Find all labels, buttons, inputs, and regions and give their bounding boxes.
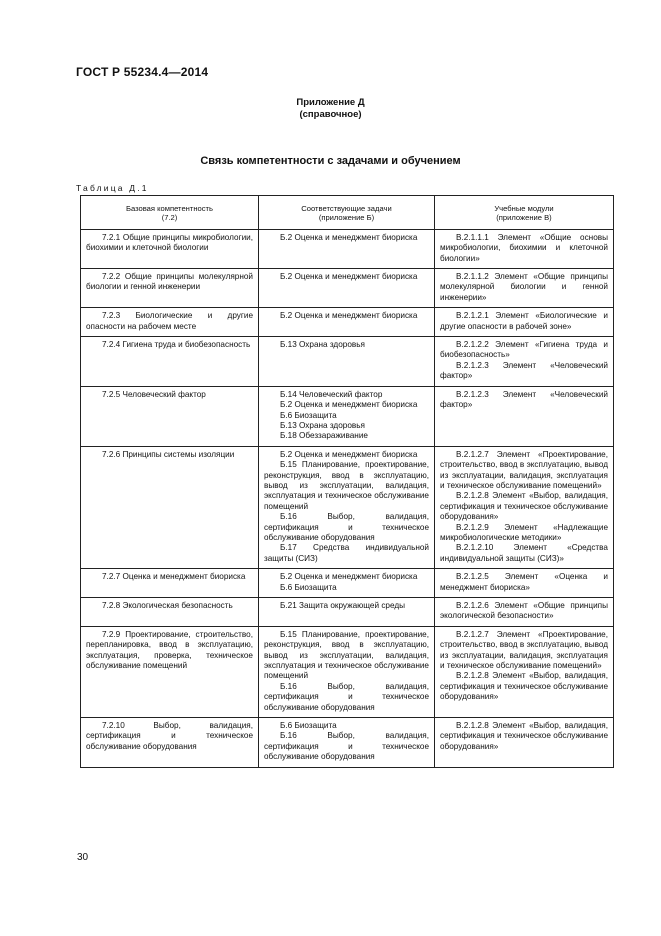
competence-text: 7.2.3 Биологические и другие опасности на рабочем месте [86,311,253,331]
competence-text: 7.2.5 Человеческий фактор [102,389,206,399]
competence-text: 7.2.7 Оценка и менеджмент биориска [102,572,246,582]
task-entry: Б.16 Выбор, валидация, сертификация и техническое обслуживание оборудования [264,731,429,762]
competence-cell [81,718,259,768]
competence-cell [81,308,259,337]
competence-cell [81,626,259,717]
header-tasks [259,196,435,230]
table-row [81,626,614,717]
header-note: (приложение Б) [318,213,375,223]
module-entry: В.2.1.2.10 Элемент «Средства индивидуальной защиты (СИЗ)» [440,543,608,563]
modules-cell [435,269,614,308]
competence-text: 7.2.1 Общие принципы микробиологии, биохимии и клеточной биологии [86,232,253,253]
table-row [81,269,614,308]
task-entry: Б.15 Планирование, проектирование, реконструкция, ввод в эксплуатацию, вывод из эксплуатации, валидация, эксплуатация и техническое обслуживание помещений [264,629,429,681]
competence-cell [81,337,259,387]
document-code: ГОСТ Р 55234.4—2014 [76,65,209,79]
competence-text: 7.2.10 Выбор, валидация, сертификация и техническое обслуживание оборудования [86,721,253,751]
competence-text: 7.2.4 Гигиена труда и биобезопасность [102,340,251,350]
module-entry: В.2.1.2.7 Элемент «Проектирование, строительство, ввод в эксплуатацию, вывод из эксплуатации, валидация, эксплуатация и техническое обслуживание помещений» [440,629,608,671]
module-entry: В.2.1.2.9 Элемент «Надлежащие микробиологические методики» [440,522,608,542]
annex-subtitle: (справочное) [299,109,362,120]
task-entry: Б.2 Оценка и менеджмент биориска [280,449,418,459]
module-entry: В.2.1.2.8 Элемент «Выбор, валидация, сертификация и техническое обслуживание оборудования» [440,671,608,702]
tasks-cell [259,386,435,446]
table-row [81,446,614,568]
task-entry: Б.16 Выбор, валидация, сертификация и техническое обслуживание оборудования [264,512,429,542]
tasks-cell [259,626,435,717]
task-entry: Б.16 Выбор, валидация, сертификация и техническое обслуживание оборудования [264,681,429,712]
competence-text: 7.2.6 Принципы системы изоляции [102,449,235,459]
table-caption: Таблица Д.1 [76,183,149,193]
task-entry: Б.2 Оценка и менеджмент биориска [280,400,418,410]
module-entry: В.2.1.2.1 Элемент «Биологические и другие опасности в рабочей зоне» [440,311,608,331]
competence-cell [81,598,259,627]
document-title: Связь компетентности с задачами и обучением [200,155,461,167]
modules-cell [435,718,614,768]
annex-heading [0,97,661,121]
tasks-cell [259,308,435,337]
table-row [81,718,614,768]
tasks-cell [259,337,435,387]
header-modules [435,196,614,230]
task-entry: Б.6 Биозащита [280,721,337,731]
task-entry: Б.6 Биозащита [280,582,337,592]
table-row [81,229,614,268]
tasks-cell [259,598,435,627]
tasks-cell [259,229,435,268]
header-title: Соответствующие задачи [301,204,392,213]
competence-text: 7.2.2 Общие принципы молекулярной биологии и генной инженерии [86,272,253,292]
header-title: Учебные модули [494,204,554,213]
annex-title: Приложение Д [296,97,365,108]
tasks-cell [259,718,435,768]
task-entry: Б.2 Оценка и менеджмент биориска [280,232,418,242]
competence-text: 7.2.9 Проектирование, строительство, перепланировка, ввод в эксплуатацию, эксплуатация, проверка, техническое обслуживание помещений [86,629,253,671]
competence-cell [81,569,259,598]
competence-table [80,195,614,768]
module-entry: В.2.1.2.8 Элемент «Выбор, валидация, сертификация и техническое обслуживание оборудования» [440,491,608,522]
module-entry: В.2.1.2.5 Элемент «Оценка и менеджмент биориска» [440,572,608,592]
modules-cell [435,569,614,598]
tasks-cell [259,269,435,308]
task-entry: Б.2 Оценка и менеджмент биориска [280,572,418,582]
module-entry: В.2.1.2.6 Элемент «Общие принципы экологической безопасности» [440,601,608,621]
task-entry: Б.13 Охрана здоровья [280,420,365,430]
module-entry: В.2.1.2.3 Элемент «Человеческий фактор» [440,360,608,381]
task-entry: Б.2 Оценка и менеджмент биориска [280,272,418,282]
table-row [81,598,614,627]
header-note: (приложение В) [496,213,552,223]
task-entry: Б.2 Оценка и менеджмент биориска [280,311,418,321]
module-entry: В.2.1.2.7 Элемент «Проектирование, строительство, ввод в эксплуатацию, вывод из эксплуатации, валидация, эксплуатация и техническое обслуживание помещений» [440,449,608,490]
module-entry: В.2.1.2.8 Элемент «Выбор, валидация, сертификация и техническое обслуживание оборудования» [440,721,608,751]
task-entry: Б.15 Планирование, проектирование, реконструкция, ввод в эксплуатацию, вывод из эксплуатации, валидация, эксплуатация и техническое обслуживание помещений [264,460,429,511]
modules-cell [435,598,614,627]
task-entry: Б.21 Защита окружающей среды [280,601,406,610]
modules-cell [435,229,614,268]
table-body [81,229,614,767]
table-row [81,337,614,387]
task-entry: Б.13 Охрана здоровья [280,340,365,350]
tasks-cell [259,569,435,598]
competence-cell [81,386,259,446]
modules-cell [435,386,614,446]
modules-cell [435,626,614,717]
competence-cell [81,269,259,308]
task-entry: Б.18 Обеззараживание [280,431,368,441]
modules-cell [435,446,614,568]
task-entry: Б.6 Биозащита [280,410,337,420]
table-row [81,386,614,446]
module-entry: В.2.1.1.2 Элемент «Общие принципы молекулярной биологии и генной инженерии» [440,272,608,302]
table-header-row [81,196,614,230]
header-title: Базовая компетентность [125,204,213,213]
competence-cell [81,229,259,268]
modules-cell [435,337,614,387]
module-entry: В.2.1.1.1 Элемент «Общие основы микробиологии, биохимии и клеточной биологии» [440,232,608,263]
module-entry: В.2.1.2.3 Элемент «Человеческий фактор» [440,389,608,410]
task-entry: Б.14 Человеческий фактор [280,389,383,399]
table-row [81,308,614,337]
header-note: (7.2) [161,213,178,223]
modules-cell [435,308,614,337]
competence-cell [81,446,259,568]
page-number: 30 [77,852,89,863]
header-competence [81,196,259,230]
table-row [81,569,614,598]
tasks-cell [259,446,435,568]
competence-text: 7.2.8 Экологическая безопасность [102,601,233,610]
module-entry: В.2.1.2.2 Элемент «Гигиена труда и биобезопасность» [440,340,608,360]
task-entry: Б.17 Средства индивидуальной защиты (СИЗ) [264,543,429,563]
